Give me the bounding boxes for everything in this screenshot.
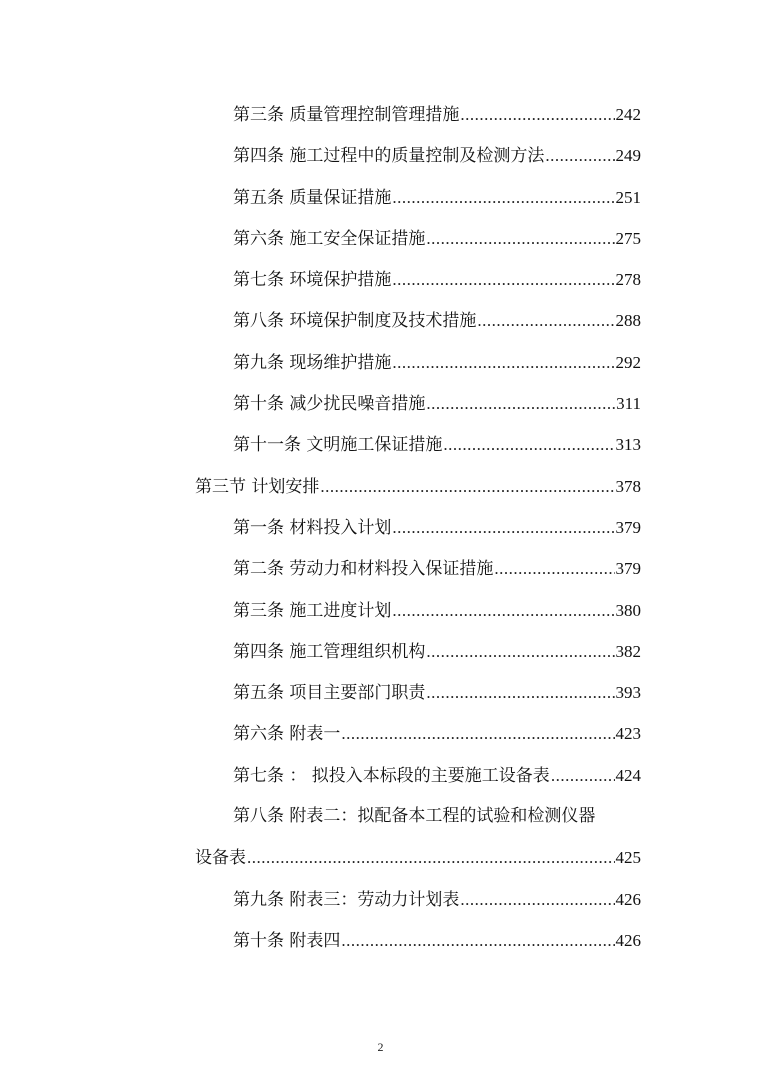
toc-entry-title: 第六条 附表一 [233,724,341,745]
toc-entry-page: 292 [615,352,641,372]
dot-leader [426,631,614,672]
toc-entry-page: 313 [615,435,641,455]
toc-entry[interactable] [195,218,641,259]
dot-leader [392,259,614,300]
dot-leader [392,507,614,548]
toc-entry[interactable] [195,507,641,548]
toc-entry-page: 278 [615,270,641,290]
dot-leader [545,135,614,176]
toc-entry[interactable] [195,672,641,713]
dot-leader [443,424,614,465]
toc-entry-title: 第十一条 文明施工保证措施 [233,435,443,456]
dot-leader [477,300,614,341]
toc-entry-wrapped-start[interactable] [195,796,641,837]
toc-section-entry[interactable] [195,466,641,507]
toc-entry-title: 第九条 附表三：劳动力计划表 [233,889,460,910]
toc-entry-title: 第三条 质量管理控制管理措施 [233,105,460,125]
toc-entry-title: 第八条 附表二：拟配备本工程的试验和检测仪器 [233,806,596,827]
toc-entry-page: 425 [615,848,641,868]
toc-entry[interactable] [195,383,641,424]
toc-entry-wrapped-end[interactable] [195,837,641,878]
dot-leader [341,920,614,961]
toc-entry[interactable] [195,259,641,300]
toc-entry-page: 251 [615,187,641,207]
toc-entry-page: 379 [615,517,641,537]
dot-leader [426,672,614,713]
toc-entry-page: 426 [615,889,641,909]
toc-entry-title: 第五条 质量保证措施 [233,187,392,208]
toc-entry-title: 第六条 施工安全保证措施 [233,228,426,249]
table-of-contents [195,94,641,961]
toc-entry[interactable] [195,920,641,961]
dot-leader [320,466,614,507]
dot-leader [426,383,615,424]
toc-entry-title: 第三节 计划安排 [195,476,320,497]
toc-entry-title: 第八条 环境保护制度及技术措施 [233,311,477,332]
toc-entry-page: 382 [615,641,641,661]
toc-entry[interactable] [195,177,641,218]
dot-leader [494,548,614,589]
toc-entry-page: 423 [615,724,641,744]
dot-leader [551,755,615,796]
toc-entry-title: 第一条 材料投入计划 [233,517,392,538]
toc-entry[interactable] [195,300,641,341]
toc-entry-title: 第七条 ： 拟投入本标段的主要施工设备表 [233,765,550,786]
dot-leader [341,713,614,754]
toc-entry-title: 第七条 环境保护措施 [233,270,392,291]
toc-entry-title: 第二条 劳动力和材料投入保证措施 [233,559,494,580]
toc-entry[interactable] [195,879,641,920]
toc-entry-page: 288 [615,311,641,331]
toc-entry-page: 426 [615,930,641,950]
toc-entry-page: 378 [615,476,641,496]
toc-entry[interactable] [195,548,641,589]
toc-entry-page: 242 [615,105,641,124]
page-number: 2 [377,1040,384,1054]
toc-entry-title: 第十条 附表四 [233,930,341,951]
toc-entry[interactable] [195,94,641,135]
toc-entry-page: 249 [615,146,641,166]
toc-entry-title: 第四条 施工过程中的质量控制及检测方法 [233,146,545,167]
toc-entry-page: 380 [615,600,641,620]
toc-entry-title: 第九条 现场维护措施 [233,352,392,373]
dot-leader [426,218,614,259]
dot-leader [460,879,614,920]
toc-entry-title: 第三条 施工进度计划 [233,600,392,621]
toc-entry[interactable] [195,713,641,754]
toc-entry-title: 第四条 施工管理组织机构 [233,641,426,662]
dot-leader [392,590,614,631]
dot-leader [247,837,615,878]
toc-entry-page: 393 [615,683,641,703]
dot-leader [392,177,614,218]
toc-entry[interactable] [195,424,641,465]
toc-entry-title: 第十条 减少扰民噪音措施 [233,394,426,415]
dot-leader [460,94,614,135]
toc-entry[interactable] [195,590,641,631]
toc-entry[interactable] [195,755,641,796]
toc-entry-title: 第五条 项目主要部门职责 [233,683,426,704]
toc-entry-page: 311 [616,394,641,414]
toc-entry[interactable] [195,342,641,383]
toc-entry[interactable] [195,631,641,672]
toc-entry[interactable] [195,135,641,176]
dot-leader [392,342,614,383]
toc-entry-page: 424 [615,765,641,785]
toc-entry-title: 设备表 [195,848,246,869]
toc-entry-page: 275 [615,228,641,248]
toc-entry-page: 379 [615,559,641,579]
